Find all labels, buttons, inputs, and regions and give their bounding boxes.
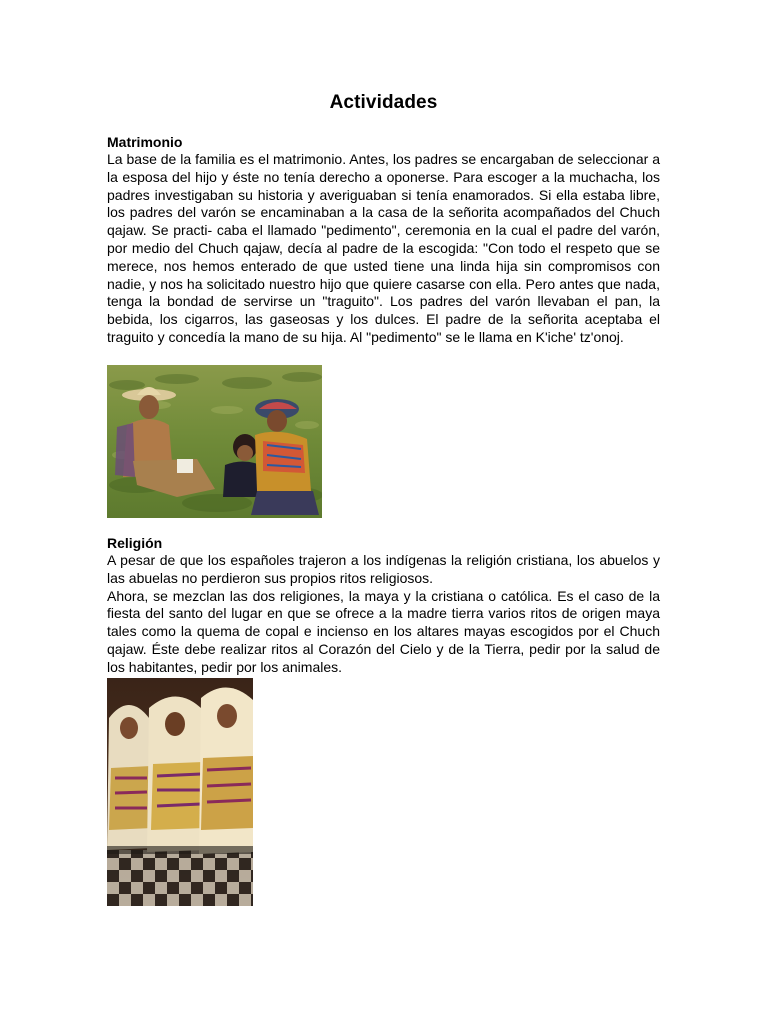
section-religion — [107, 535, 660, 677]
section-heading-religion: Religión — [107, 535, 163, 551]
family-photo — [107, 365, 322, 518]
section-matrimonio — [107, 134, 660, 347]
page-title: Actividades — [329, 92, 438, 113]
paragraph-matrimonio: La base de la familia es el matrimonio. Antes, los padres se encargaban de seleccionar a la esposa del hijo y éste no tenía derecho a oponerse. Para escoger a la muchacha, los padres investigaban su historia y averiguaban si tenía enamorados. Si ella estaba libre, los padres del varón se encaminaban a la casa de la señorita acompañados del Chuch qajaw. Se practi- caba el llamado "pedimento", ceremonia en la cual el padre del varón, por medio del Chuch qajaw, decía al padre de la escogida: "Con todo el respeto que se merece, nos hemos enterado de que usted tiene una linda hija sin compromisos con nadie, y nos ha solicitado nuestro hijo que quiere casarse con ella. Pero antes que nada, tenga la bondad de servirse un "traguito". Los padres del varón llevaban el pan, la bebida, los cigarros, las gaseosas y los dulces. El padre de la señorita aceptaba el traguito y concedía la mano de su hija. Al "pedimento" se le llama en K'iche' tz'onoj. — [107, 151, 660, 345]
paragraph-religion-2: Ahora, se mezclan las dos religiones, la maya y la cristiana o católica. Es el caso de la fiesta del santo del lugar en que se ofrece a la madre tierra varios ritos de origen maya tales como la quema de copal e incienso en los altares mayas escogidos por el Chuch qajaw. Éste debe realizar ritos al Corazón del Cielo y de la Tierra, pedir por la salud de los habitantes, pedir por los animales. — [107, 587, 660, 675]
section-heading-matrimonio: Matrimonio — [107, 134, 183, 150]
paragraph-religion-1: A pesar de que los españoles trajeron a los indígenas la religión cristiana, los abuelos y las abuelas no perdieron sus propios ritos religiosos. — [107, 552, 660, 586]
ritual-photo — [107, 678, 253, 906]
document-page — [107, 0, 660, 1024]
